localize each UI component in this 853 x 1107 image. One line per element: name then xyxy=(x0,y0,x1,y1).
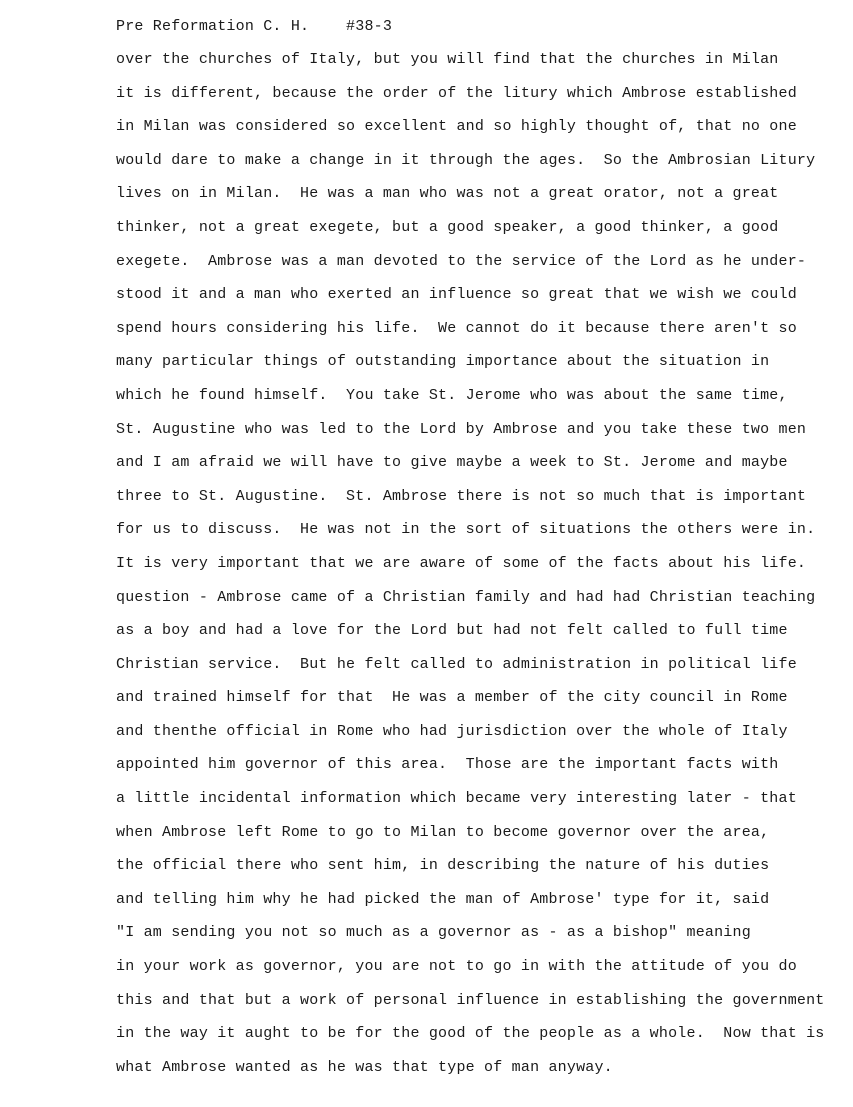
text-line: It is very important that we are aware of some of the facts about his life. xyxy=(116,554,807,572)
page-header: Pre Reformation C. H. #38-3 xyxy=(116,18,393,35)
text-line: thinker, not a great exegete, but a good speaker, a good thinker, a good xyxy=(116,218,779,236)
text-line: exegete. Ambrose was a man devoted to the service of the Lord as he under- xyxy=(116,252,807,270)
text-line: it is different, because the order of the litury which Ambrose established xyxy=(116,84,797,102)
text-line: appointed him governor of this area. Those are the important facts with xyxy=(116,756,779,774)
text-line: over the churches of Italy, but you will find that the churches in Milan xyxy=(116,51,779,68)
text-line: St. Augustine who was led to the Lord by Ambrose and you take these two men xyxy=(116,420,807,438)
text-line: and thenthe official in Rome who had jurisdiction over the whole of Italy xyxy=(116,722,788,740)
text-line: the official there who sent him, in describing the nature of his duties xyxy=(116,857,770,875)
text-line: three to St. Augustine. St. Ambrose there is not so much that is important xyxy=(116,487,807,505)
text-line: in Milan was considered so excellent and so highly thought of, that no one xyxy=(116,118,797,136)
text-line: and I am afraid we will have to give maybe a week to St. Jerome and maybe xyxy=(116,454,788,472)
text-line: as a boy and had a love for the Lord but had not felt called to full time xyxy=(116,622,788,640)
body-text xyxy=(116,48,836,1089)
text-line: Christian service. But he felt called to administration in political life xyxy=(116,655,797,673)
text-line: stood it and a man who exerted an influence so great that we wish we could xyxy=(116,286,797,304)
text-line: question - Ambrose came of a Christian family and had had Christian teaching xyxy=(116,588,816,606)
text-line: for us to discuss. He was not in the sort of situations the others were in. xyxy=(116,521,816,539)
text-line: when Ambrose left Rome to go to Milan to become governor over the area, xyxy=(116,823,770,841)
text-line: many particular things of outstanding importance about the situation in xyxy=(116,353,770,371)
text-line: in your work as governor, you are not to go in with the attitude of you do xyxy=(116,958,797,976)
text-line: spend hours considering his life. We cannot do it because there aren't so xyxy=(116,319,797,337)
text-line: which he found himself. You take St. Jerome who was about the same time, xyxy=(116,386,788,404)
text-line: this and that but a work of personal influence in establishing the government xyxy=(116,991,825,1009)
text-line: what Ambrose wanted as he was that type of man anyway. xyxy=(116,1058,613,1076)
text-line: "I am sending you not so much as a governor as - as a bishop" meaning xyxy=(116,924,751,942)
text-line: a little incidental information which became very interesting later - that xyxy=(116,790,797,808)
text-line: and telling him why he had picked the man of Ambrose' type for it, said xyxy=(116,890,770,908)
text-line: would dare to make a change in it through the ages. So the Ambrosian Litury xyxy=(116,151,816,169)
text-line: and trained himself for that He was a member of the city council in Rome xyxy=(116,689,788,707)
text-line: in the way it aught to be for the good of the people as a whole. Now that is xyxy=(116,1025,825,1043)
text-line: lives on in Milan. He was a man who was not a great orator, not a great xyxy=(116,185,779,203)
